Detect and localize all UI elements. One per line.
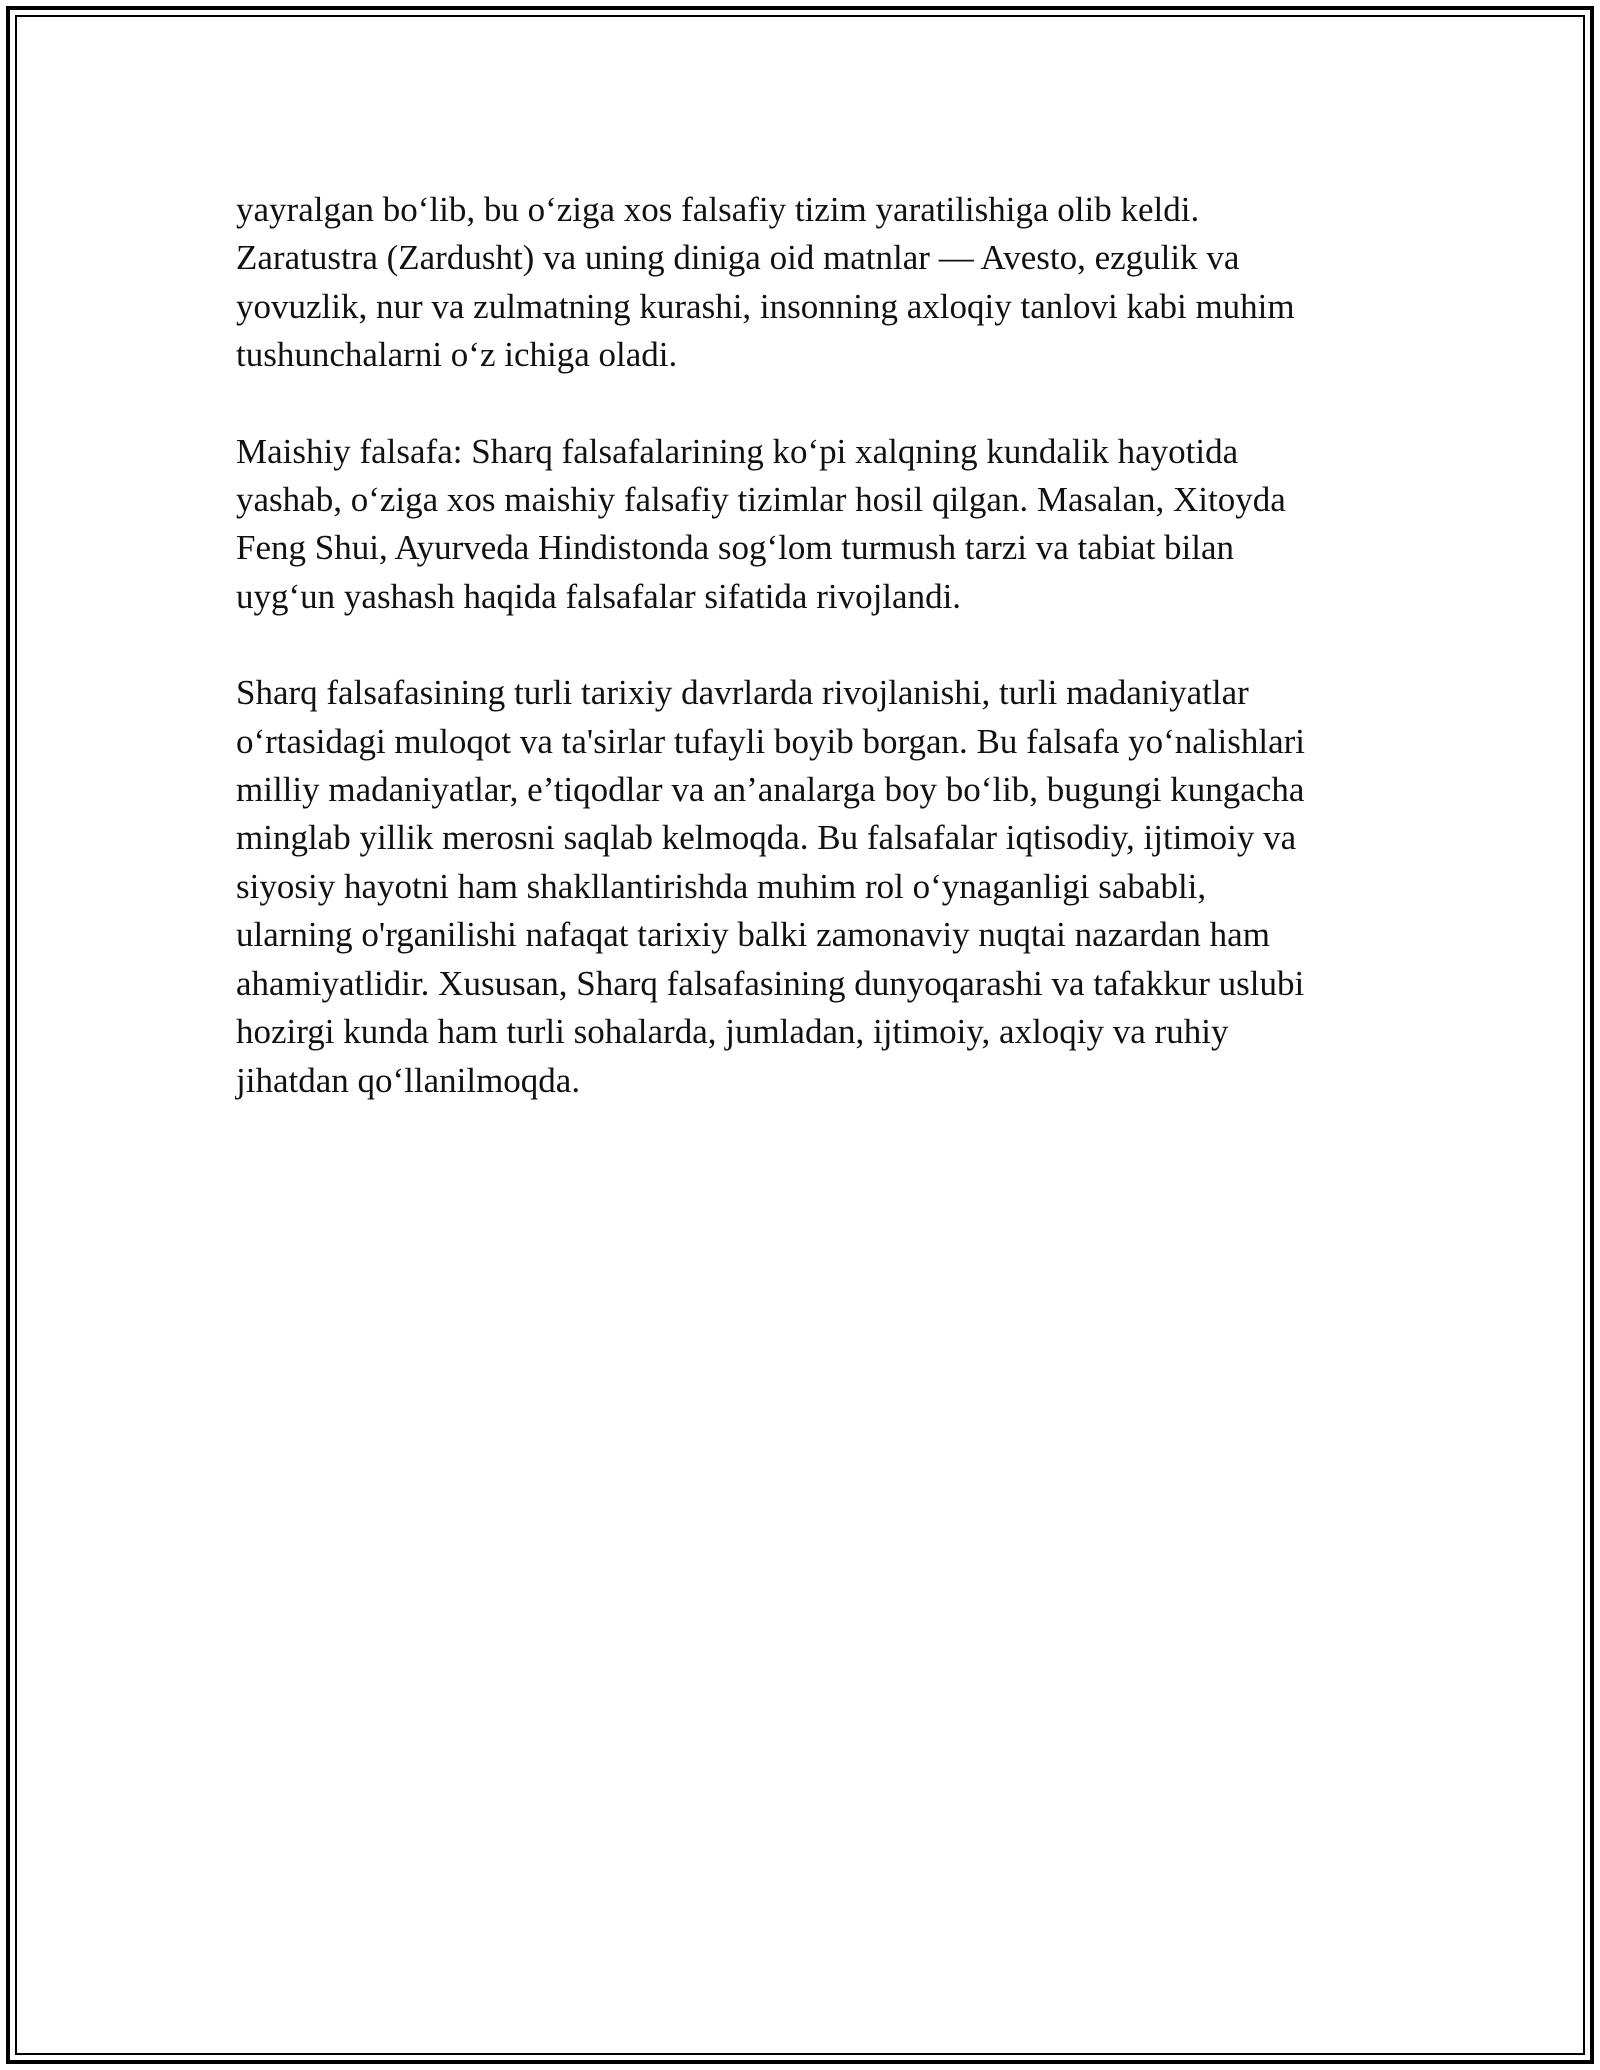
paragraph-avesto	[236, 186, 1376, 380]
text-line: o‘rtasidagi muloqot va ta'sirlar tufayli boyib borgan. Bu falsafa yo‘nalishlari	[236, 721, 1306, 761]
text-line: Maishiy falsafa: Sharq falsafalarining ko‘pi xalqning kundalik hayotida	[236, 431, 1239, 471]
text-line: hozirgi kunda ham turli sohalarda, jumladan, ijtimoiy, axloqiy va ruhiy	[236, 1012, 1229, 1052]
document-body	[236, 186, 1376, 1153]
text-line: tushunchalarni o‘z ichiga oladi.	[236, 335, 678, 375]
text-line: ahamiyatlidir. Xususan, Sharq falsafasining dunyoqarashi va tafakkur uslubi	[236, 963, 1305, 1003]
text-line: yayralgan bo‘lib, bu o‘ziga xos falsafiy tizim yaratilishiga olib keldi.	[236, 190, 1200, 229]
text-line: Sharq falsafasining turli tarixiy davrlarda rivojlanishi, turli madaniyatlar	[236, 673, 1249, 713]
text-line: jihatdan qo‘llanilmoqda.	[236, 1060, 581, 1100]
text-line: yashab, o‘ziga xos maishiy falsafiy tizimlar hosil qilgan. Masalan, Xitoyda	[236, 480, 1286, 520]
text-line: milliy madaniyatlar, e’tiqodlar va an’analarga boy bo‘lib, bugungi kungacha	[236, 770, 1305, 810]
paragraph-maishiy-falsafa	[236, 428, 1376, 622]
paragraph-sharq-falsafasi	[236, 669, 1376, 1105]
text-line: yovuzlik, nur va zulmatning kurashi, insonning axloqiy tanlovi kabi muhim	[236, 286, 1295, 326]
text-line: ularning o'rganilishi nafaqat tarixiy balki zamonaviy nuqtai nazardan ham	[236, 915, 1270, 955]
text-line: Feng Shui, Ayurveda Hindistonda sog‘lom turmush tarzi va tabiat bilan	[236, 528, 1235, 568]
text-line: minglab yillik merosni saqlab kelmoqda. Bu falsafalar iqtisodiy, ijtimoiy va	[236, 818, 1297, 858]
text-line: Zaratustra (Zardusht) va uning diniga oid matnlar — Avesto, ezgulik va	[236, 238, 1240, 278]
text-line: siyosiy hayotni ham shakllantirishda muhim rol o‘ynaganligi sababli,	[236, 866, 1207, 906]
text-line: uyg‘un yashash haqida falsafalar sifatida rivojlandi.	[236, 576, 962, 616]
